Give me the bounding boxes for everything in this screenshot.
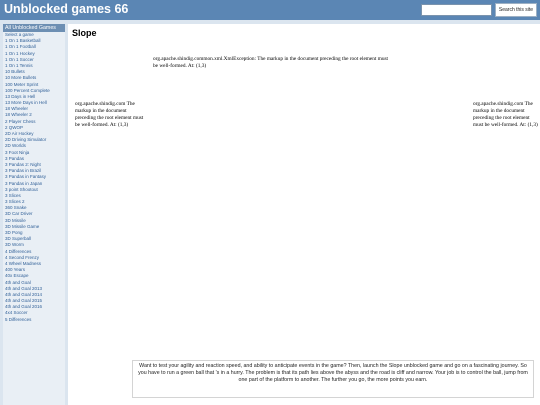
sidebar-item[interactable]: 3 Pandas 2: Night	[5, 161, 41, 167]
sidebar-item[interactable]: 18 Wheeler	[5, 106, 29, 112]
sidebar-item[interactable]: 100 Percent Complete	[5, 87, 50, 93]
sidebar-item[interactable]: 2 QWOP	[5, 124, 24, 130]
sidebar-item[interactable]: 3 Pandas in Fantasy	[5, 174, 47, 180]
sidebar-heading: All Unblocked Games	[3, 24, 65, 32]
sidebar-item[interactable]: 4th and Goal 2015	[5, 298, 43, 304]
sidebar-item[interactable]: 18 Wheeler 2	[5, 112, 32, 118]
sidebar-item[interactable]: 1 On 1 Football	[5, 44, 36, 50]
sidebar-list	[3, 32, 65, 323]
sidebar-item[interactable]: 4th and Goal	[5, 279, 31, 285]
sidebar-item[interactable]: 4 Second Frenzy	[5, 254, 40, 260]
sidebar-item[interactable]: 3D Missile	[5, 217, 26, 223]
sidebar-item[interactable]: 3 point Shootout	[5, 186, 38, 192]
sidebar-item[interactable]: 360 Snake	[5, 205, 27, 211]
search-button[interactable]: Search this site	[495, 3, 537, 17]
sidebar	[3, 24, 65, 405]
top-bar	[0, 0, 540, 20]
sidebar-item[interactable]: 4 Differences	[5, 248, 32, 254]
sidebar-item[interactable]: 2D Air Hockey	[5, 131, 34, 136]
sidebar-item[interactable]: 13 More Days in Hell	[5, 100, 47, 106]
sidebar-item[interactable]: 5 Differences	[5, 316, 32, 322]
gadget-error-main: org.apache.shindig.common.xml.XmlException: The markup in the document preceding the root element must be well-formed. At: (1,3)	[153, 56, 389, 69]
sidebar-item[interactable]: 3D Superball	[5, 236, 32, 242]
main-content	[68, 24, 540, 405]
sidebar-item[interactable]: 2D Worlds	[5, 143, 26, 149]
search-input[interactable]	[421, 4, 492, 16]
site-title[interactable]: Unblocked games 66	[4, 2, 129, 16]
sidebar-item[interactable]: 3D Worm	[5, 242, 24, 248]
sidebar-item[interactable]: Select a game	[5, 32, 34, 37]
sidebar-item[interactable]: 1 On 1 Soccer	[5, 56, 34, 62]
sidebar-item[interactable]: 100 Meter Sprint	[5, 81, 39, 87]
sidebar-item[interactable]: 3 Foot Ninja	[5, 149, 30, 155]
sidebar-item[interactable]: 3 Pandas in Brazil	[5, 168, 42, 174]
sidebar-item[interactable]: 40x Escape	[5, 273, 29, 279]
sidebar-item[interactable]: 1 On 1 Hockey	[5, 50, 35, 56]
sidebar-item[interactable]: 4x4 Soccer	[5, 310, 28, 316]
gadget-error-left: org.apache.shindig.com The markup in the document preceding the root element must be well-formed. At: (1,3)	[75, 101, 144, 128]
sidebar-item[interactable]: 4th and Goal 2016	[5, 304, 43, 310]
sidebar-item[interactable]: 3 Slices 2	[5, 199, 25, 205]
sidebar-item[interactable]: 3D Pong	[5, 230, 23, 235]
sidebar-item[interactable]: 2 Player Chess	[5, 118, 36, 124]
sidebar-item[interactable]: 3 Slices	[5, 192, 21, 198]
sidebar-item[interactable]: 3D Car Driver	[5, 211, 33, 217]
sidebar-item[interactable]: 1 On 1 Basketball	[5, 38, 41, 44]
sidebar-item[interactable]: 1 On 1 Tennis	[5, 62, 33, 68]
sidebar-item[interactable]: 10 More Bullets	[5, 75, 37, 81]
page-title: Slope	[72, 28, 97, 38]
sidebar-item[interactable]: 10 Bullets	[5, 69, 25, 75]
sidebar-item[interactable]: 13 Days in Hell	[5, 93, 36, 99]
sidebar-item[interactable]: 4th and Goal 2013	[5, 285, 43, 291]
sidebar-item[interactable]: 3 Pandas	[5, 155, 25, 161]
gadget-error-right: org.apache.shindig.com The markup in the document preceding the root element must be well-formed. At: (1,3)	[473, 101, 538, 128]
sidebar-item[interactable]: 4 Wheel Madness	[5, 260, 42, 266]
game-description: Want to test your agility and reaction speed, and ability to anticipate events in the game? Then, launch the Slope unblocked game and go on a fascinating journey. So you have to run a green ball that 's in a hurry. The problem is that its path lies above the abyss and the road is cliff and narrow. Your job is to control the ball, jump from one part of the platform to another. The further you go, the more points you earn.	[132, 360, 534, 398]
sidebar-item[interactable]: 2D Driving Simulator	[5, 137, 47, 143]
sidebar-item[interactable]: 400 Years	[5, 267, 26, 273]
sidebar-item[interactable]: 3D Missile Game	[5, 223, 40, 229]
sidebar-item[interactable]: 3 Pandas in Japan	[5, 180, 43, 186]
sidebar-item[interactable]: 4th and Goal 2014	[5, 291, 43, 297]
